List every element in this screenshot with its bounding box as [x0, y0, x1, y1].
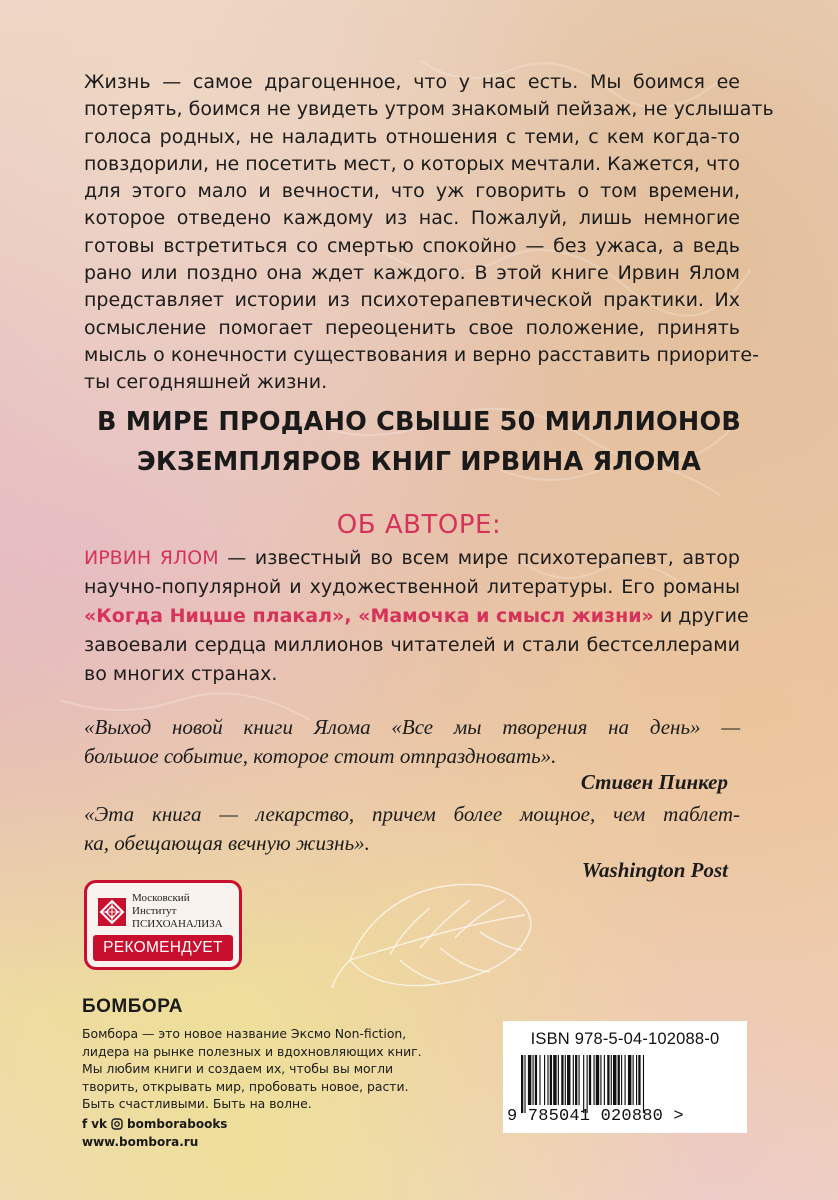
- quote-line: ка, обещающая вечную жизнь».: [84, 831, 370, 855]
- description-line: голоса родных, не наладить отношения с теми, с кем когда-то: [84, 125, 740, 148]
- publisher-description: [82, 1025, 442, 1113]
- barcode-bar: [628, 1055, 631, 1105]
- barcode-bar: [579, 1055, 580, 1105]
- description-line: для этого мало и вечности, что уж говорить о том времени,: [84, 180, 740, 203]
- barcode-bar: [593, 1055, 594, 1105]
- about-author-title: ОБ АВТОРЕ:: [336, 510, 502, 540]
- quote-line: «Эта книга — лекарство, причем более мощное, чем таблет-: [84, 802, 740, 826]
- social-links: [82, 1117, 227, 1131]
- barcode-bar: [544, 1055, 545, 1105]
- barcode-bar: [535, 1055, 537, 1105]
- barcode-bar: [618, 1055, 620, 1105]
- barcode-bar: [573, 1055, 574, 1105]
- barcode-bar: [553, 1055, 556, 1105]
- description-line: представляет истории из психотерапевтической практики. Их: [84, 289, 740, 312]
- vk-icon[interactable]: vk: [91, 1117, 108, 1131]
- isbn-number: ISBN 978-5-04-102088-0: [530, 1030, 720, 1048]
- quote-line: большое событие, которое стоит отпраздновать».: [84, 744, 557, 768]
- barcode-bar: [528, 1055, 531, 1105]
- about-line-text: — известный во всем мире психотерапевт, автор: [218, 547, 740, 569]
- barcode-bar: [638, 1055, 640, 1105]
- book-description: [84, 69, 774, 397]
- about-line: во многих странах.: [84, 663, 278, 685]
- quote-author: Стивен Пинкер: [580, 770, 728, 794]
- barcode-bar: [636, 1055, 637, 1105]
- description-line: потерять, боимся не увидеть утром знакомый пейзаж, не услышать: [84, 98, 774, 121]
- review-quote: [84, 713, 740, 771]
- barcode-bar: [547, 1055, 548, 1105]
- recommendation-badge: [84, 880, 242, 970]
- barcode-bar: [596, 1055, 599, 1105]
- barcode-bar: [558, 1055, 559, 1105]
- barcode-bar: [550, 1055, 552, 1105]
- social-handle[interactable]: bomborabooks: [127, 1117, 228, 1131]
- barcode-bar: [583, 1055, 584, 1113]
- barcode-bar: [567, 1055, 570, 1105]
- barcode-bars: [521, 1055, 729, 1113]
- description-line: мысль о конечности существования и верно расставить приорите-: [84, 343, 759, 366]
- description-line: которое отведено каждому из нас. Пожалуй, лишь немногие: [84, 207, 740, 230]
- barcode-bar: [589, 1055, 591, 1105]
- book-title: «Мамочка и смысл жизни»: [358, 605, 654, 627]
- institute-logo-icon: [97, 897, 127, 927]
- barcode-bar: [587, 1055, 588, 1113]
- about-line: завоевали сердца миллионов читателей и стали бестселлерами: [84, 634, 740, 656]
- about-line: [84, 544, 740, 573]
- facebook-icon[interactable]: f: [82, 1117, 88, 1131]
- publisher-line: творить, открывать мир, пробовать новое, расти.: [82, 1078, 409, 1094]
- about-line-text: и другие: [653, 605, 749, 627]
- barcode-bar: [561, 1055, 563, 1105]
- barcode-bar: [643, 1055, 644, 1113]
- instagram-icon[interactable]: [111, 1118, 123, 1130]
- barcode-bar: [575, 1055, 577, 1105]
- description-line: осмысление помогает переоценить свое положение, принять: [84, 316, 740, 339]
- barcode-bar: [611, 1055, 612, 1105]
- barcode-bar: [621, 1055, 622, 1105]
- headline-line: В МИРЕ ПРОДАНО СВЫШЕ 50 МИЛЛИОНОВ: [97, 407, 741, 437]
- barcode-bar: [613, 1055, 616, 1105]
- description-line: рано или поздно она ждет каждого. В этой книге Ирвин Ялом: [84, 262, 740, 285]
- author-name: ИРВИН ЯЛОМ: [84, 547, 219, 569]
- barcode-bar: [625, 1055, 626, 1105]
- description-line: ты сегодняшней жизни.: [84, 371, 328, 394]
- quote-line: «Выход новой книги Ялома «Все мы творения на день» —: [84, 715, 740, 739]
- barcode-bar: [633, 1055, 634, 1105]
- barcode-bar: [533, 1055, 534, 1105]
- quote-author: Washington Post: [581, 858, 728, 882]
- isbn-barcode: [503, 1021, 747, 1133]
- badge-line: Институт: [132, 905, 177, 917]
- description-line: готовы встретиться со смертью спокойно — без ужаса, а ведь: [84, 234, 740, 257]
- publisher-line: Мы любим книги и создаем их, чтобы вы могли: [82, 1061, 394, 1076]
- barcode-bar: [521, 1055, 523, 1113]
- barcode-bar: [565, 1055, 566, 1105]
- publisher-line: Быть счастливыми. Быть на волне.: [82, 1096, 312, 1111]
- barcode-bar: [604, 1055, 605, 1105]
- badge-line: ПСИХОАНАЛИЗА: [132, 918, 223, 930]
- barcode-bar: [524, 1055, 525, 1113]
- publisher-line: лидера на рынке полезных и вдохновляющих книг.: [82, 1043, 422, 1059]
- separator: ,: [344, 605, 359, 627]
- book-title: «Когда Ницше плакал»: [84, 605, 345, 627]
- badge-line: Московский: [132, 892, 190, 904]
- description-line: Жизнь — самое драгоценное, что у нас есть. Мы боимся ее: [84, 71, 740, 93]
- about-author-text: [84, 544, 749, 689]
- barcode-bar: [539, 1055, 540, 1105]
- publisher-website[interactable]: www.bombora.ru: [82, 1135, 199, 1149]
- barcode-bar: [600, 1055, 601, 1105]
- description-line: повздорили, не посетить мест, о которых мечтали. Кажется, что: [84, 152, 740, 175]
- sales-headline: [60, 402, 778, 482]
- barcode-digits: 9 785041 020880 >: [507, 1107, 684, 1126]
- headline-line: ЭКЗЕМПЛЯРОВ КНИГ ИРВИНА ЯЛОМА: [136, 447, 702, 477]
- leaf-illustration: [330, 850, 550, 1010]
- recommends-label: РЕКОМЕНДУЕТ: [93, 935, 233, 961]
- about-line: научно-популярной и художественной литературы. Его романы: [84, 576, 740, 598]
- badge-text: [132, 892, 223, 931]
- publisher-brand: БОМБОРА: [82, 996, 183, 1017]
- about-line: [84, 602, 749, 631]
- publisher-line: Бомбора — это новое название Эксмо Non-fiction,: [82, 1026, 407, 1041]
- barcode-bar: [607, 1055, 609, 1105]
